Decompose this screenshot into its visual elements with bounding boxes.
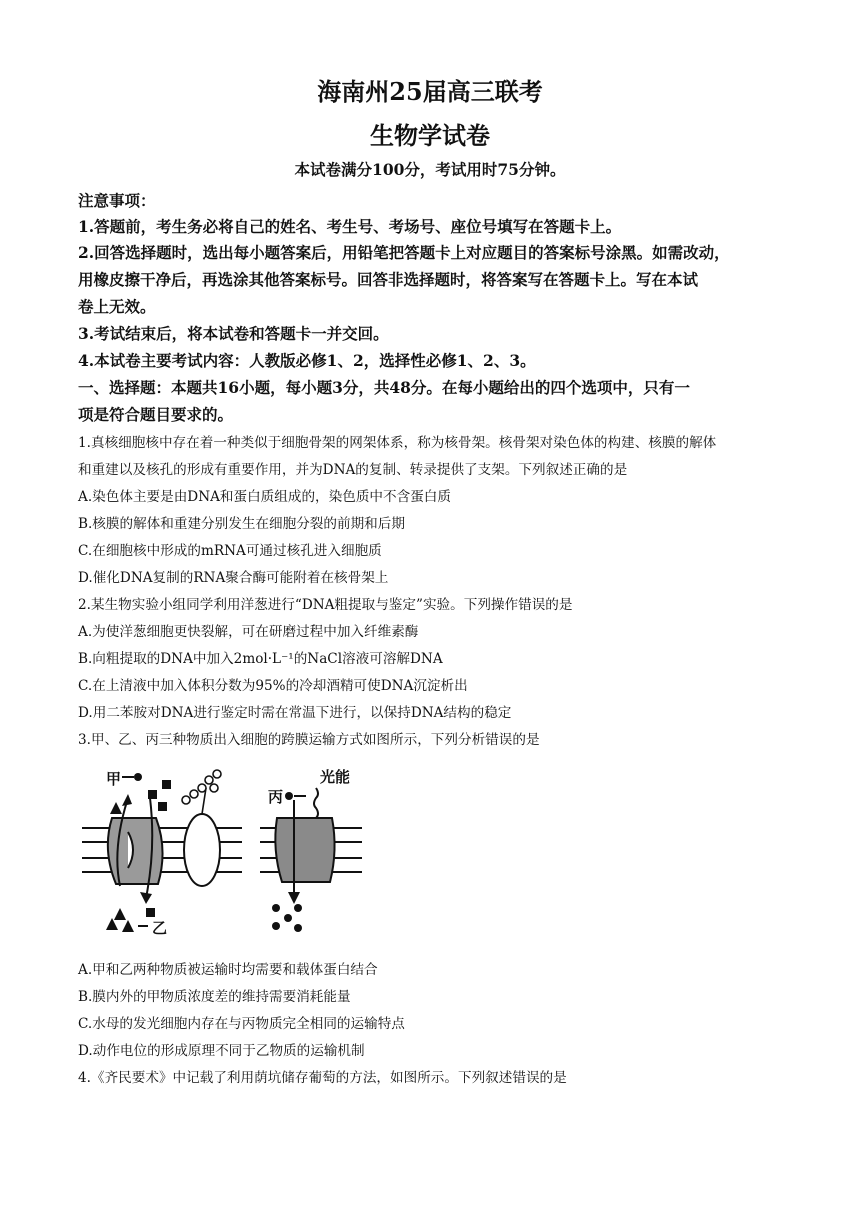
notes-heading: 注意事项： [78, 191, 156, 210]
question-3-option-b: B.膜内外的甲物质浓度差的维持需要消耗能量 [78, 989, 351, 1005]
label-yi: 乙 [152, 919, 168, 937]
label-jia: 甲 [106, 770, 122, 788]
glycan-chain [182, 770, 221, 814]
question-3-option-c: C.水母的发光细胞内存在与丙物质完全相同的运输特点 [78, 1016, 405, 1032]
question-3-option-d: D.动作电位的形成原理不同于乙物质的运输机制 [78, 1043, 365, 1059]
question-4-stem: 4.《齐民要术》中记载了利用荫坑储存葡萄的方法，如图所示。下列叙述错误的是 [78, 1070, 567, 1086]
label-bing: 丙 [268, 788, 284, 806]
note-line: 3.考试结束后，将本试卷和答题卡一并交回。 [78, 324, 389, 343]
score-note: 本试卷满分100分，考试用时75分钟。 [294, 160, 566, 179]
note-line: 4.本试卷主要考试内容：人教版必修1、2，选择性必修1、2、3。 [78, 351, 536, 370]
question-2-option-d: D.用二苯胺对DNA进行鉴定时需在常温下进行，以保持DNA结构的稳定 [78, 705, 512, 721]
note-line: 2.回答选择题时，选出每小题答案后，用铅笔把答题卡上对应题目的答案标号涂黑。如需改动， [78, 243, 730, 262]
section-heading: 一、选择题：本题共16小题，每小题3分，共48分。在每小题给出的四个选项中，只有一 [78, 378, 690, 397]
section-heading: 项是符合题目要求的。 [78, 405, 234, 424]
light-wave [314, 788, 318, 818]
note-line: 用橡皮擦干净后，再选涂其他答案标号。回答非选择题时，将答案写在答题卡上。写在本试 [78, 270, 699, 289]
question-1-option-d: D.催化DNA复制的RNA聚合酶可能附着在核骨架上 [78, 570, 389, 586]
question-1-option-b: B.核膜的解体和重建分别发生在细胞分裂的前期和后期 [78, 516, 405, 532]
question-2-stem: 2.某生物实验小组同学利用洋葱进行“DNA粗提取与鉴定”实验。下列操作错误的是 [78, 597, 573, 613]
question-2-option-a: A.为使洋葱细胞更快裂解，可在研磨过程中加入纤维素酶 [78, 624, 419, 640]
question-1-stem: 1.真核细胞核中存在着一种类似于细胞骨架的网架体系，称为核骨架。核骨架对染色体的构建、核膜的解体 [78, 435, 717, 451]
question-1-option-a: A.染色体主要是由DNA和蛋白质组成的，染色质中不含蛋白质 [78, 489, 451, 505]
question-3-option-a: A.甲和乙两种物质被运输时均需要和载体蛋白结合 [78, 962, 378, 978]
subject-title: 生物学试卷 [370, 121, 490, 150]
question-2-option-c: C.在上清液中加入体积分数为95%的冷却酒精可使DNA沉淀析出 [78, 678, 468, 694]
note-line: 卷上无效。 [78, 297, 156, 316]
question-1-option-c: C.在细胞核中形成的mRNA可通过核孔进入细胞质 [78, 543, 382, 559]
exam-title: 海南州25届高三联考 [317, 77, 543, 106]
question-1-stem: 和重建以及核孔的形成有重要作用，并为DNA的复制、转录提供了支架。下列叙述正确的是 [78, 462, 628, 478]
membrane-protein-oval [184, 814, 220, 886]
label-light-energy: 光能 [320, 768, 351, 786]
note-line: 1.答题前，考生务必将自己的姓名、考生号、考场号、座位号填写在答题卡上。 [78, 217, 622, 236]
membrane-transport-figure [72, 758, 432, 948]
question-3-stem: 3.甲、乙、丙三种物质出入细胞的跨膜运输方式如图所示，下列分析错误的是 [78, 732, 540, 748]
light-driven-pump [275, 818, 334, 882]
question-2-option-b: B.向粗提取的DNA中加入2mol·L⁻¹的NaCl溶液可溶解DNA [78, 651, 443, 667]
carrier-protein [108, 818, 163, 884]
